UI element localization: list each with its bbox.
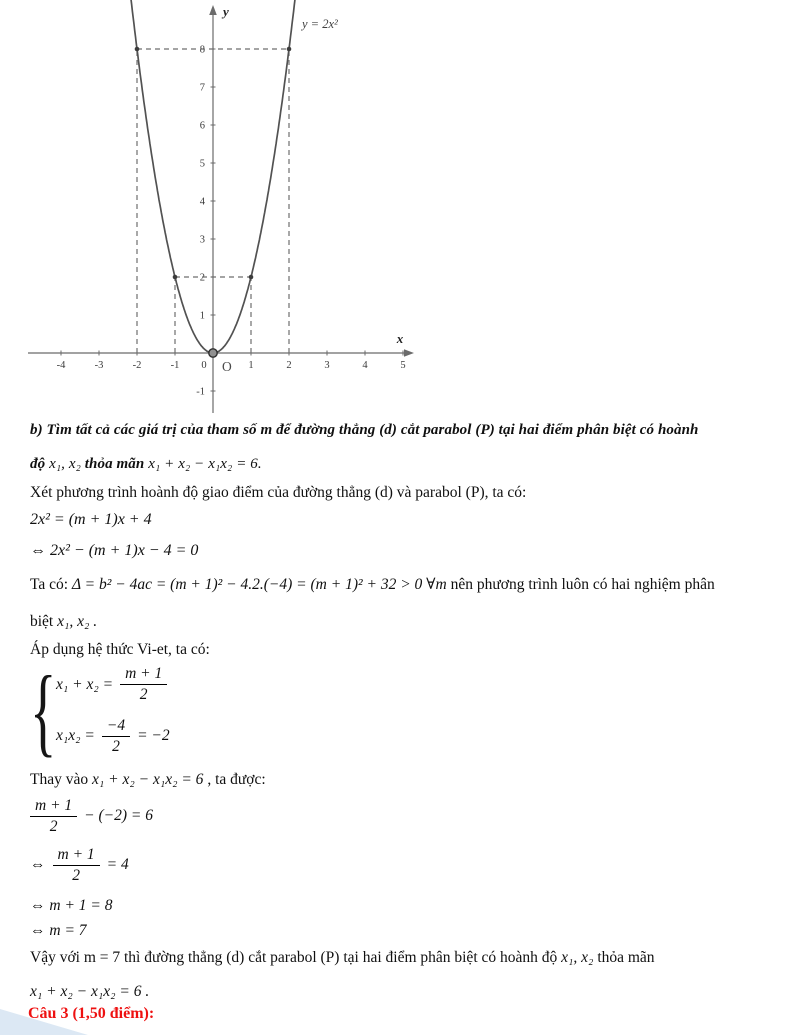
- fraction-denominator: 2: [72, 866, 80, 884]
- origin-label: O: [222, 359, 232, 374]
- sum-fraction: [120, 665, 167, 704]
- svg-text:5: 5: [400, 360, 406, 371]
- step2-fraction: [53, 846, 100, 885]
- svg-text:1: 1: [199, 310, 205, 322]
- viet-system: [30, 655, 170, 766]
- subst-suffix: , ta được:: [207, 771, 266, 788]
- delta-line1: [30, 575, 715, 594]
- fraction-denominator: 2: [112, 737, 120, 755]
- x-axis-label: x: [396, 331, 404, 346]
- svg-text:4: 4: [362, 360, 368, 371]
- step-1: [30, 797, 153, 836]
- step4-math: m = 7: [49, 922, 87, 939]
- sum-lhs: x₁ + x₂ =: [56, 675, 114, 693]
- conclusion-condition: x₁ + x₂ − x₁x₂ = 6 .: [30, 983, 150, 1000]
- fraction-denominator: 2: [49, 817, 58, 835]
- svg-text:-4: -4: [56, 360, 66, 371]
- product-rhs: = −2: [137, 727, 170, 745]
- svg-text:-2: -2: [132, 360, 142, 371]
- svg-text:7: 7: [199, 82, 205, 94]
- part-b-statement-line1: [30, 422, 698, 439]
- delta-math: Δ = b² − 4ac = (m + 1)² − 4.2.(−4) = (m + 1)² + 32 > 0 ∀m: [71, 576, 447, 593]
- curve-equation-label: y = 2x²: [302, 17, 338, 31]
- equation-2: [30, 542, 198, 560]
- svg-text:-3: -3: [94, 360, 104, 371]
- equation-2-text: 2x² − (m + 1)x − 4 = 0: [50, 542, 199, 559]
- next-question-text: Câu 3 (1,50 điểm):: [28, 1005, 155, 1022]
- svg-text:2: 2: [286, 360, 292, 371]
- conclusion-line2: [30, 983, 149, 1001]
- part-b-vars: x₁, x₂: [49, 456, 81, 472]
- svg-text:5: 5: [199, 158, 205, 170]
- svg-text:1: 1: [248, 360, 254, 371]
- viet-intro: [30, 641, 210, 659]
- conclusion-tail: thỏa mãn: [597, 949, 655, 966]
- y-axis-label: y: [223, 4, 229, 19]
- product-fraction: [102, 717, 130, 756]
- conclusion-text: Vậy với m = 7 thì đường thẳng (d) cắt parabol (P) tại hai điểm phân biệt có hoành độ: [30, 949, 558, 966]
- step1-fraction: [30, 797, 77, 836]
- iff-symbol: ⇔: [30, 542, 46, 559]
- viet-intro-text: Áp dụng hệ thức Vi-et, ta có:: [30, 641, 210, 658]
- subst-math: x₁ + x₂ − x₁x₂ = 6: [91, 771, 204, 788]
- page-corner-decoration: [0, 1009, 88, 1035]
- fraction-numerator: −4: [102, 717, 130, 737]
- delta-line2: [30, 613, 97, 631]
- svg-text:6: 6: [199, 120, 205, 132]
- step-2: [30, 846, 129, 885]
- system-rows: [56, 665, 170, 755]
- delta-word: biệt: [30, 613, 54, 630]
- svg-text:0: 0: [201, 360, 207, 371]
- svg-text:-1: -1: [196, 386, 205, 398]
- iff-symbol: ⇔: [30, 856, 46, 874]
- svg-text:2: 2: [199, 272, 205, 284]
- conclusion-line1: [30, 949, 655, 967]
- equation-1-text: 2x² = (m + 1)x + 4: [30, 511, 152, 528]
- fraction-numerator: m + 1: [120, 665, 167, 685]
- substitution-sentence: [30, 771, 266, 789]
- delta-prefix: Ta có:: [30, 576, 69, 593]
- iff-symbol: ⇔: [30, 922, 46, 939]
- step2-rhs: = 4: [106, 856, 129, 874]
- svg-text:4: 4: [199, 196, 205, 208]
- step-3: [30, 897, 113, 915]
- delta-vars: x₁, x₂ .: [57, 613, 98, 630]
- product-lhs: x₁x₂ =: [56, 727, 95, 745]
- fraction-denominator: 2: [139, 686, 148, 704]
- iff-symbol: ⇔: [30, 897, 46, 914]
- part-b-word: độ: [30, 456, 46, 472]
- graph-shapes: [28, 0, 414, 413]
- parabola-graph: [0, 0, 432, 418]
- fraction-numerator: m + 1: [30, 797, 77, 817]
- svg-text:8: 8: [199, 44, 205, 56]
- part-b-mid: thỏa mãn: [84, 456, 145, 472]
- delta-suffix: nên phương trình luôn có hai nghiệm phân: [450, 576, 715, 593]
- system-brace: {: [30, 655, 57, 766]
- intro-text: Xét phương trình hoành độ giao điểm của đường thẳng (d) và parabol (P), ta có:: [30, 484, 527, 501]
- system-eq-product: [56, 717, 170, 756]
- step3-math: m + 1 = 8: [49, 897, 113, 914]
- fraction-numerator: m + 1: [53, 846, 100, 866]
- step-4: [30, 922, 87, 940]
- part-b-condition: x₁ + x₂ − x₁x₂ = 6.: [148, 456, 262, 472]
- svg-text:3: 3: [324, 360, 330, 371]
- system-eq-sum: [56, 665, 170, 704]
- equation-1: [30, 511, 152, 529]
- svg-text:-1: -1: [170, 360, 180, 371]
- step1-rhs: − (−2) = 6: [84, 807, 153, 825]
- part-b-statement-line2: [30, 456, 262, 473]
- intro-sentence: [30, 484, 526, 502]
- subst-prefix: Thay vào: [30, 771, 89, 788]
- conclusion-vars: x₁, x₂: [561, 949, 594, 966]
- svg-text:3: 3: [199, 234, 205, 246]
- part-b-text: b) Tìm tất cả các giá trị của tham số m để đường thẳng (d) cắt parabol (P) tại hai điểm phân biệt có hoành: [30, 422, 699, 438]
- parabola-figure: [0, 0, 432, 423]
